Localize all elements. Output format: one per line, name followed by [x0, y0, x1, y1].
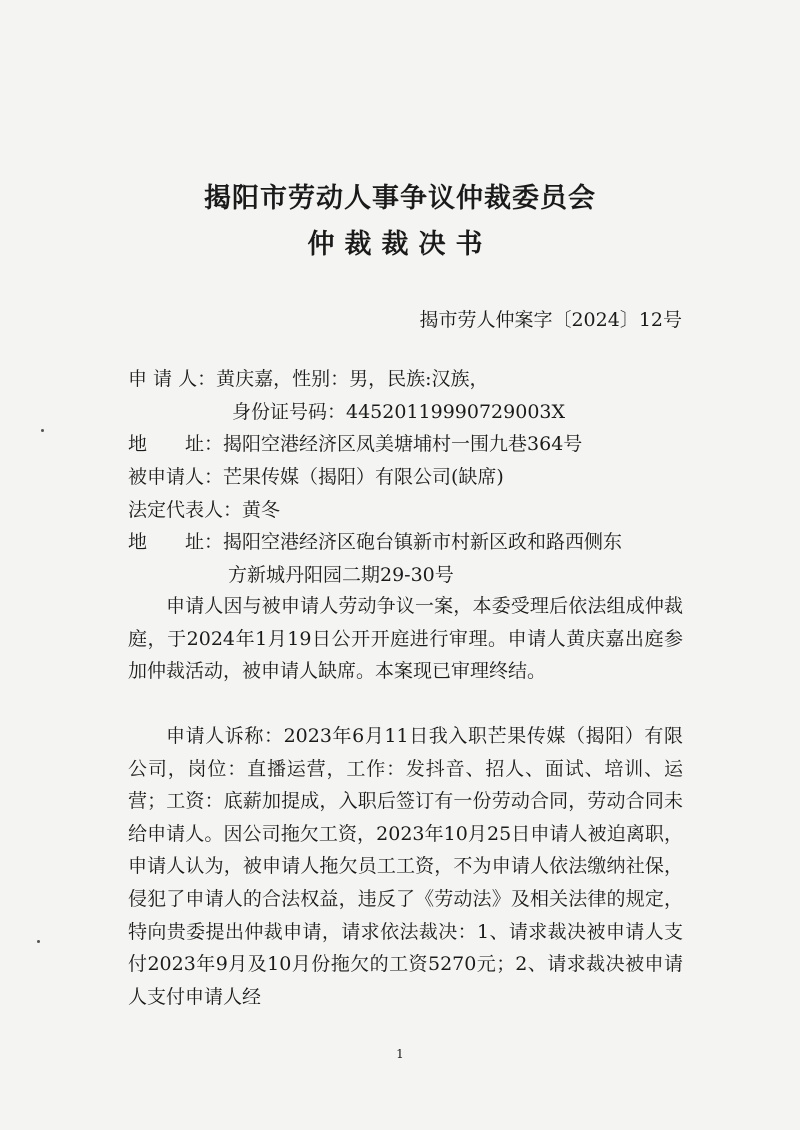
- doc-title: 仲裁裁决书: [307, 229, 493, 260]
- respondent: 芒果传媒（揭阳）有限公司(缺席): [223, 466, 504, 488]
- org-title: 揭阳市劳动人事争议仲裁委员会: [204, 183, 596, 214]
- legal-rep-line: [128, 495, 280, 522]
- applicant-address-label: 地 址：: [128, 433, 224, 455]
- respondent-address-1: 揭阳空港经济区砲台镇新市村新区政和路西侧东: [223, 531, 623, 553]
- respondent-address-line: [128, 527, 622, 554]
- applicant-address-line: [128, 429, 582, 456]
- applicant-id: 身份证号码：44520119990729003X: [232, 401, 566, 423]
- applicant-address: 揭阳空港经济区凤美塘埔村一围九巷364号: [223, 433, 583, 455]
- legal-rep: 黄冬: [242, 499, 281, 521]
- scan-speck: [37, 940, 40, 943]
- scan-speck: [41, 429, 44, 432]
- respondent-address-2: 方新城丹阳园二期29-30号: [228, 564, 454, 586]
- respondent-label: 被申请人：: [128, 466, 224, 488]
- applicant-line: [128, 364, 489, 391]
- case-number: 揭市劳人仲案字〔2024〕12号: [419, 309, 682, 331]
- respondent-line: [128, 462, 504, 489]
- applicant-info: 黄庆嘉，性别：男，民族:汉族，: [216, 368, 489, 390]
- respondent-address-label: 地 址：: [128, 531, 224, 553]
- page-number: 1: [396, 1047, 404, 1061]
- legal-rep-label: 法定代表人：: [128, 499, 243, 521]
- paragraph-case-intro: 申请人因与被申请人劳动争议一案，本委受理后依法组成仲裁庭，于2024年1月19日公开开庭进行审理。申请人黄庆嘉出庭参加仲裁活动，被申请人缺席。本案现已审理终结。: [128, 595, 683, 683]
- paragraph-claim: 申请人诉称：2023年6月11日我入职芒果传媒（揭阳）有限公司，岗位：直播运营，工作：发抖音、招人、面试、培训、运营；工资：底薪加提成，入职后签订有一份劳动合同，劳动合同未给申请人。因公司拖欠工资，2023年10月25日申请人被迫离职，申请人认为，被申请人拖欠员工工资，不为申请人依法缴纳社保，侵犯了申请人的合法权益，违反了《劳动法》及相关法律的规定，特向贵委提出仲裁申请，请求依法裁决：1、请求裁决被申请人支付2023年9月及10月份拖欠的工资5270元；2、请求裁决被申请人支付申请人经: [128, 725, 683, 1008]
- applicant-label: 申 请 人：: [128, 368, 217, 390]
